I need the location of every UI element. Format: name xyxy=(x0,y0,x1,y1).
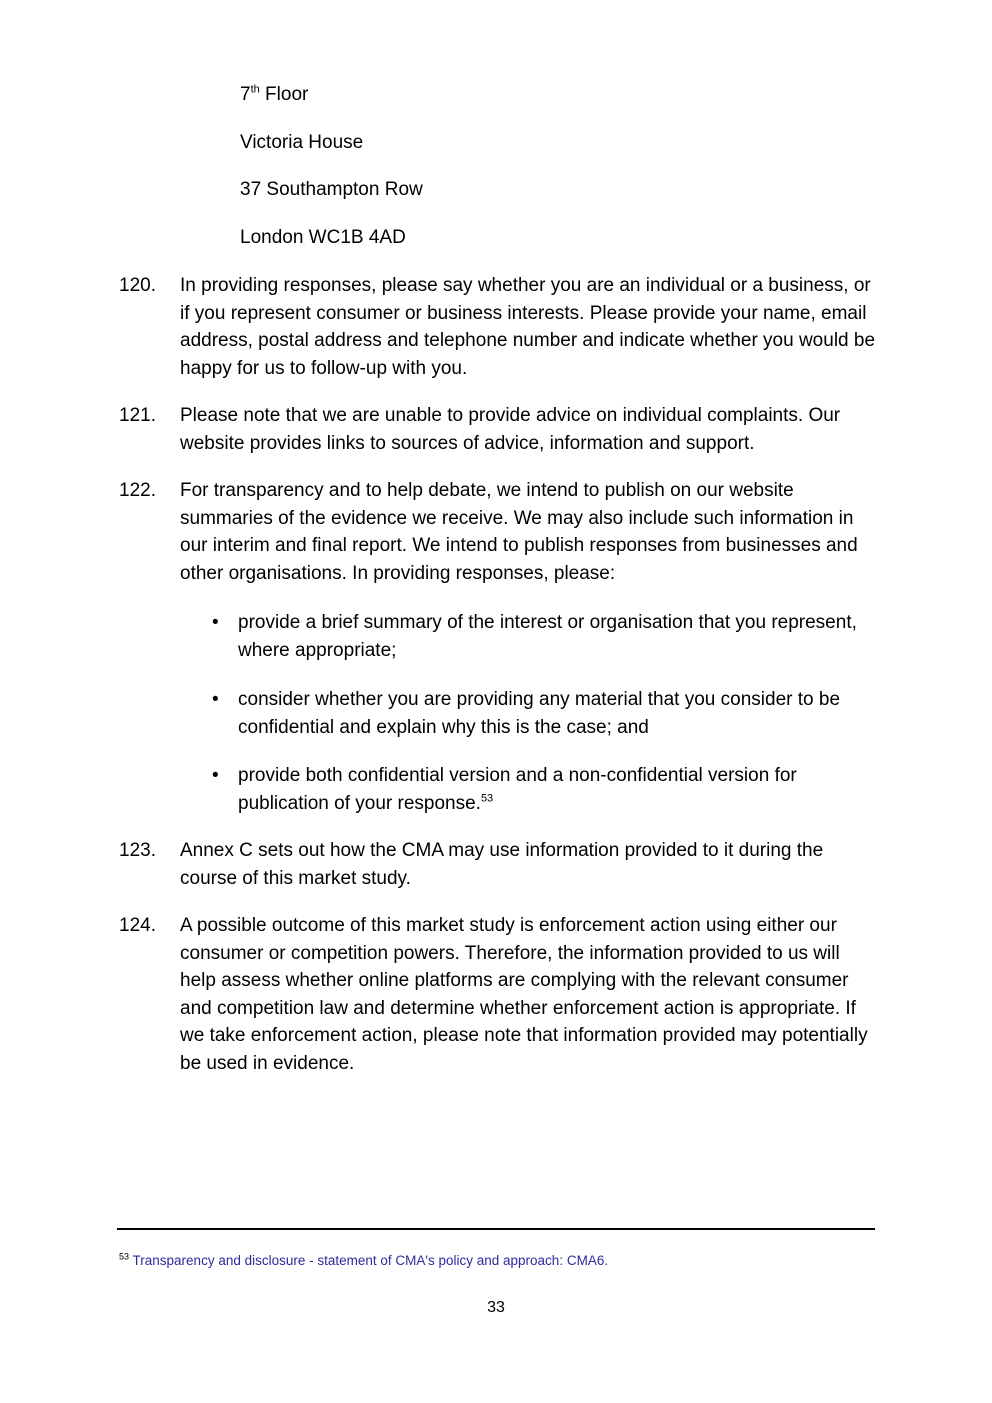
paragraph-text: Annex C sets out how the CMA may use information provided to it during the course of this market study. xyxy=(180,840,824,889)
bullet-text: provide a brief summary of the interest or organisation that you represent, where appropriate; xyxy=(238,612,857,661)
footnote-mark: 53 xyxy=(119,1251,130,1262)
bullet-icon: • xyxy=(212,689,219,710)
paragraph-number: 124. xyxy=(119,915,156,936)
paragraph-text: In providing responses, please say whether you are an individual or a business, or if you represent consumer or business interests. Please provide your name, email address, postal address and telephone number and indicate whether you would be happy for us to follow-up with you. xyxy=(180,275,876,379)
address-floor-superscript: th xyxy=(250,83,260,96)
bullet-item xyxy=(212,609,882,664)
footnote-link[interactable]: Transparency and disclosure - statement of CMA's policy and approach: CMA6. xyxy=(132,1253,609,1268)
paragraph-122 xyxy=(119,477,879,587)
address-building: Victoria House xyxy=(240,132,364,153)
paragraph-121 xyxy=(119,402,879,457)
paragraph-number: 120. xyxy=(119,275,156,296)
bullet-item xyxy=(212,762,882,817)
footnote-separator xyxy=(117,1228,875,1230)
bullet-text: provide both confidential version and a non-confidential version for publication of your response. xyxy=(238,765,797,814)
paragraph-124 xyxy=(119,912,879,1078)
bullet-item xyxy=(212,686,882,741)
paragraph-text: For transparency and to help debate, we intend to publish on our website summaries of the evidence we receive. We may also include such information in our interim and final report. We intend to publish responses from businesses and other organisations. In providing responses, please: xyxy=(180,480,858,584)
bullet-text: consider whether you are providing any material that you consider to be confidential and explain why this is the case; and xyxy=(238,689,841,738)
bullet-icon: • xyxy=(212,765,219,786)
bullet-text-wrap xyxy=(238,762,882,817)
paragraph-number: 123. xyxy=(119,840,156,861)
footnote-reference[interactable]: 53 xyxy=(480,792,494,805)
paragraph-text: Please note that we are unable to provide advice on individual complaints. Our website provides links to sources of advice, information and support. xyxy=(180,405,841,454)
footnote xyxy=(119,1252,608,1270)
address-street: 37 Southampton Row xyxy=(240,179,423,200)
paragraph-text: A possible outcome of this market study is enforcement action using either our consumer or competition powers. Therefore, the information provided to us will help assess whether online platforms are complying with the relevant consumer and competition law and determine whether enforcement action is appropriate. If we take enforcement action, please note that information provided may potentially be used in evidence. xyxy=(180,915,868,1074)
paragraph-number: 121. xyxy=(119,405,156,426)
paragraph-120 xyxy=(119,272,879,382)
paragraph-123 xyxy=(119,837,879,892)
bullet-icon: • xyxy=(212,612,219,633)
paragraph-number: 122. xyxy=(119,480,156,501)
page-number: 33 xyxy=(487,1299,505,1316)
address-city: London WC1B 4AD xyxy=(240,227,406,248)
address-floor: 7th Floor xyxy=(240,83,309,105)
